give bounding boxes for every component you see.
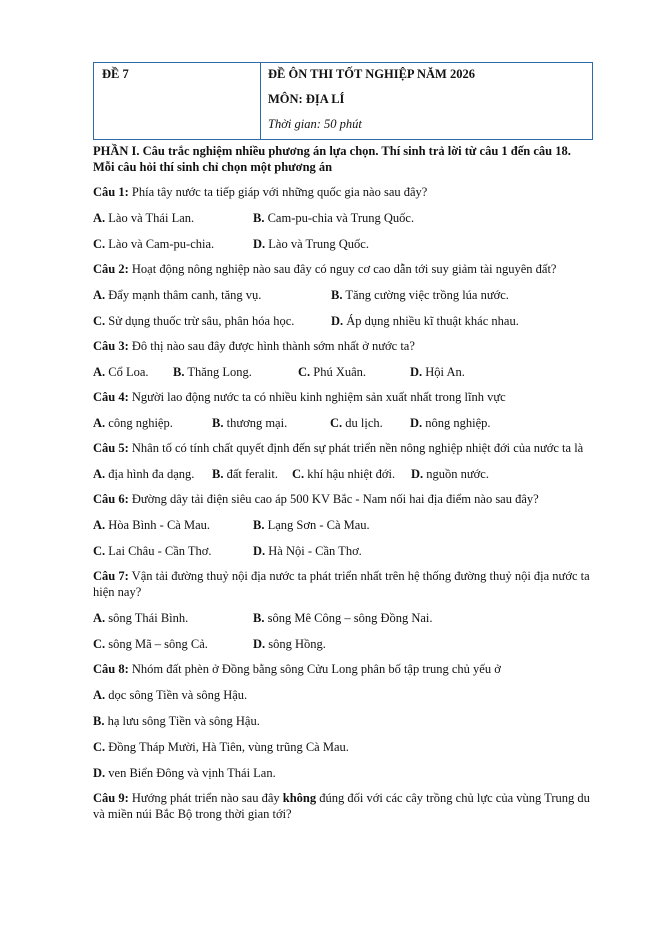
question-text: Nhân tố có tính chất quyết định đến sự phát triển nền nông nghiệp nhiệt đới của nước ta là (128, 441, 584, 455)
option-key: A. (93, 688, 106, 702)
option-c[interactable] (93, 739, 593, 755)
option-text: du lịch. (342, 416, 383, 430)
option-key: C. (93, 544, 106, 558)
question-label: Câu 9: (93, 791, 129, 805)
options-row (93, 313, 593, 329)
option-b[interactable] (173, 364, 298, 380)
option-b[interactable] (253, 610, 433, 626)
option-key: C. (93, 740, 106, 754)
question-3 (93, 338, 593, 354)
option-key: A. (93, 288, 106, 302)
option-b[interactable] (212, 466, 292, 482)
option-c[interactable] (292, 466, 411, 482)
option-text: Lào và Cam-pu-chia. (105, 237, 215, 251)
option-key: B. (331, 288, 343, 302)
question-6 (93, 491, 593, 507)
question-text: Đô thị nào sau đây được hình thành sớm nhất ở nước ta? (128, 339, 415, 353)
exam-header-table (93, 62, 593, 140)
option-d[interactable] (410, 415, 491, 431)
option-a[interactable] (93, 687, 593, 703)
option-key: B. (253, 518, 265, 532)
option-key: A. (93, 611, 106, 625)
option-key: B. (212, 416, 224, 430)
options-row (93, 543, 593, 559)
option-key: A. (93, 416, 106, 430)
option-key: D. (253, 237, 266, 251)
part-heading: PHẦN I. Câu trắc nghiệm nhiều phương án lựa chọn. Thí sinh trả lời từ câu 1 đến câu 18. Mỗi câu hỏi thí sinh chỉ chọn một phương án (93, 144, 571, 174)
option-c[interactable] (93, 313, 331, 329)
question-text: Người lao động nước ta có nhiều kinh nghiệm sản xuất nhất trong lĩnh vực (128, 390, 506, 404)
option-text: ven Biển Đông và vịnh Thái Lan. (105, 766, 276, 780)
question-7 (93, 568, 593, 600)
option-d[interactable] (411, 466, 489, 482)
question-label: Câu 1: (93, 185, 129, 199)
option-key: D. (411, 467, 424, 481)
option-key: D. (93, 766, 106, 780)
option-b[interactable] (253, 517, 370, 533)
option-c[interactable] (93, 543, 253, 559)
option-text: Phú Xuân. (310, 365, 367, 379)
option-text: sông Hồng. (265, 637, 326, 651)
question-text: Đường dây tải điện siêu cao áp 500 KV Bắc - Nam nối hai địa điểm nào sau đây? (128, 492, 539, 506)
option-a[interactable] (93, 415, 212, 431)
option-b[interactable] (331, 287, 509, 303)
option-key: A. (93, 518, 106, 532)
exam-code: ĐỀ 7 (102, 67, 129, 81)
option-key: D. (331, 314, 344, 328)
option-key: A. (93, 211, 106, 225)
option-text: Cam-pu-chia và Trung Quốc. (264, 211, 415, 225)
question-1 (93, 184, 593, 200)
options-row (93, 210, 593, 226)
option-text: Lạng Sơn - Cà Mau. (264, 518, 370, 532)
exam-title: ĐỀ ÔN THI TỐT NGHIỆP NĂM 2026 (268, 67, 475, 81)
question-text: Vận tải đường thuỷ nội địa nước ta phát triển nhất trên hệ thống đường thuỷ nội địa nước ta hiện nay? (93, 569, 590, 599)
question-emphasis: không (282, 791, 317, 805)
exam-subject: MÔN: ĐỊA LÍ (268, 92, 345, 106)
option-text: Cổ Loa. (105, 365, 149, 379)
option-a[interactable] (93, 210, 253, 226)
option-text: Đồng Tháp Mười, Hà Tiên, vùng trũng Cà Mau. (105, 740, 349, 754)
exam-info-cell (261, 63, 593, 140)
question-9 (93, 790, 593, 822)
option-key: B. (253, 211, 265, 225)
options-row (93, 364, 593, 380)
question-label: Câu 7: (93, 569, 129, 583)
options-row (93, 287, 593, 303)
option-key: D. (253, 544, 266, 558)
option-key: C. (93, 314, 106, 328)
option-key: C. (93, 237, 106, 251)
option-b[interactable] (253, 210, 414, 226)
options-row (93, 415, 593, 431)
question-label: Câu 5: (93, 441, 129, 455)
option-c[interactable] (93, 236, 253, 252)
option-b[interactable] (212, 415, 330, 431)
option-key: B. (93, 714, 105, 728)
question-label: Câu 4: (93, 390, 129, 404)
option-key: C. (330, 416, 343, 430)
option-key: A. (93, 365, 106, 379)
option-d[interactable] (253, 543, 362, 559)
question-text: đúng đối với các cây trồng chủ lực của vùng Trung du và miền núi Bắc Bộ trong thời gian tới? (93, 791, 590, 821)
options-row (93, 610, 593, 626)
option-key: C. (298, 365, 311, 379)
option-key: A. (93, 467, 106, 481)
question-text: Nhóm đất phèn ở Đồng bằng sông Cửu Long phân bố tập trung chủ yếu ở (128, 662, 501, 676)
option-key: B. (173, 365, 185, 379)
question-text: Phía tây nước ta tiếp giáp với những quốc gia nào sau đây? (128, 185, 428, 199)
exam-page (93, 62, 593, 822)
option-text: thương mại. (223, 416, 288, 430)
option-a[interactable] (93, 517, 253, 533)
option-text: Hội An. (422, 365, 465, 379)
option-key: D. (410, 416, 423, 430)
question-text: Hoạt động nông nghiệp nào sau đây có nguy cơ cao dẫn tới suy giảm tài nguyên đất? (128, 262, 557, 276)
question-5 (93, 440, 593, 456)
option-d[interactable] (253, 636, 326, 652)
option-a[interactable] (93, 287, 331, 303)
option-c[interactable] (298, 364, 410, 380)
question-label: Câu 3: (93, 339, 129, 353)
option-text: khí hậu nhiệt đới. (304, 467, 396, 481)
option-d[interactable] (410, 364, 465, 380)
option-text: Tăng cường việc trồng lúa nước. (342, 288, 509, 302)
option-a[interactable] (93, 610, 253, 626)
option-key: D. (253, 637, 266, 651)
option-c[interactable] (93, 636, 253, 652)
question-2 (93, 261, 593, 277)
option-text: Lào và Trung Quốc. (265, 237, 369, 251)
question-label: Câu 8: (93, 662, 129, 676)
option-text: Lai Châu - Cần Thơ. (105, 544, 212, 558)
exam-code-cell (94, 63, 261, 140)
option-text: nguồn nước. (423, 467, 489, 481)
option-text: địa hình đa dạng. (105, 467, 195, 481)
option-key: C. (93, 637, 106, 651)
option-key: D. (410, 365, 423, 379)
option-b[interactable] (93, 713, 593, 729)
option-d[interactable] (93, 765, 593, 781)
option-text: Đẩy mạnh thâm canh, tăng vụ. (105, 288, 262, 302)
option-text: Hà Nội - Cần Thơ. (265, 544, 362, 558)
option-a[interactable] (93, 466, 212, 482)
option-text: sông Mê Công – sông Đồng Nai. (264, 611, 433, 625)
option-text: công nghiệp. (105, 416, 173, 430)
question-8 (93, 661, 593, 677)
option-a[interactable] (93, 364, 173, 380)
option-key: B. (212, 467, 224, 481)
option-text: nông nghiệp. (422, 416, 491, 430)
exam-time: Thời gian: 50 phút (268, 117, 362, 131)
option-text: Lào và Thái Lan. (105, 211, 195, 225)
options-row (93, 636, 593, 652)
option-text: hạ lưu sông Tiền và sông Hậu. (104, 714, 260, 728)
question-4 (93, 389, 593, 405)
option-key: C. (292, 467, 305, 481)
option-c[interactable] (330, 415, 410, 431)
options-row (93, 236, 593, 252)
option-text: Áp dụng nhiều kĩ thuật khác nhau. (343, 314, 519, 328)
option-d[interactable] (253, 236, 369, 252)
question-label: Câu 2: (93, 262, 129, 276)
option-text: Sử dụng thuốc trừ sâu, phân hóa học. (105, 314, 295, 328)
question-text: Hướng phát triển nào sau đây (128, 791, 283, 805)
option-text: dọc sông Tiền và sông Hậu. (105, 688, 248, 702)
option-text: sông Mã – sông Cả. (105, 637, 208, 651)
option-text: Hòa Bình - Cà Mau. (105, 518, 211, 532)
question-label: Câu 6: (93, 492, 129, 506)
option-text: đất feralit. (223, 467, 278, 481)
option-key: B. (253, 611, 265, 625)
option-d[interactable] (331, 313, 519, 329)
option-text: Thăng Long. (184, 365, 252, 379)
options-row (93, 517, 593, 533)
options-row (93, 466, 593, 482)
option-text: sông Thái Bình. (105, 611, 189, 625)
